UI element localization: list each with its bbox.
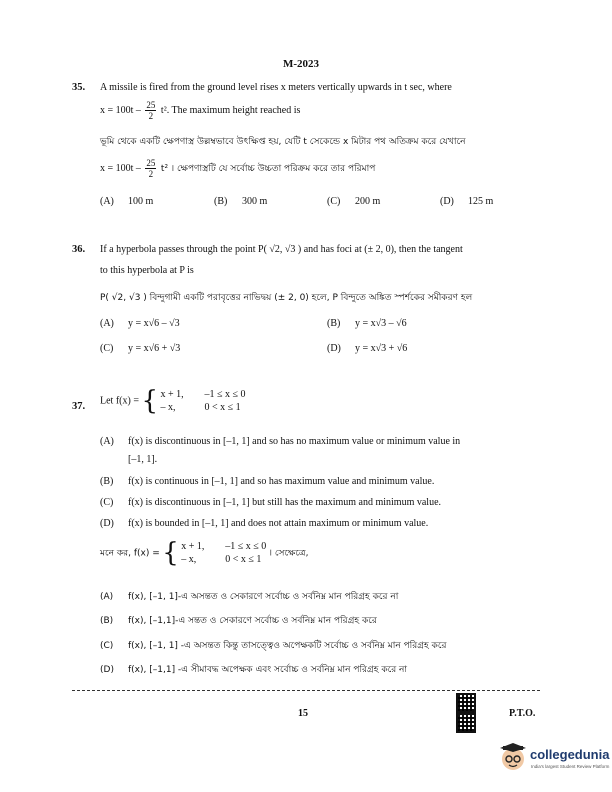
equation-rhs-bengali: t² । ক্ষেপণাস্ত্রটি যে সর্বোচ্চ উচ্চতা পরিক্রম করে তার পরিমাপ bbox=[160, 163, 376, 174]
brand-tagline: India's largest Student Review Platform bbox=[531, 764, 610, 769]
option-text: 125 m bbox=[468, 196, 494, 207]
equation-line bbox=[100, 100, 300, 121]
option-label: (B) bbox=[100, 476, 114, 487]
option-label: (D) bbox=[100, 518, 114, 529]
bengali-text: ভূমি থেকে একটি ক্ষেপণাস্ত্র উল্লম্বভাবে উৎক্ষিপ্ত হয়, যেটি t সেকেন্ডে x মিটার পথ অতিক্রম করে যেখানে bbox=[100, 137, 466, 147]
footer-divider bbox=[72, 690, 540, 691]
let-text-bengali: মনে কর, f(x) = bbox=[100, 548, 160, 559]
option-label: (A) bbox=[100, 592, 114, 602]
option-b[interactable] bbox=[214, 196, 267, 207]
option-label: (A) bbox=[100, 318, 114, 329]
option-text: y = x√3 + √6 bbox=[355, 343, 408, 354]
fraction bbox=[145, 158, 156, 179]
option-text: y = x√3 – √6 bbox=[355, 318, 407, 329]
question-text: A missile is fired from the ground level rises x meters vertically upwards in t sec, where bbox=[100, 82, 452, 93]
option-label: (A) bbox=[100, 196, 114, 207]
option-c[interactable] bbox=[100, 497, 441, 508]
option-label: (B) bbox=[214, 196, 228, 207]
option-text: f(x), [–1,1]-এ সন্তত ও সেকারণে সর্বোচ্চ ও সর্বনিম্ন মান পরিগ্রহ করে bbox=[128, 616, 377, 626]
option-label: (C) bbox=[327, 196, 341, 207]
option-label: (C) bbox=[100, 641, 114, 651]
question-text: If a hyperbola passes through the point P( √2, √3 ) and has foci at (± 2, 0), then the tangent bbox=[100, 244, 463, 255]
piecewise-cases bbox=[161, 388, 246, 414]
equation-rhs: t². The maximum height reached is bbox=[160, 104, 301, 116]
mascot-icon bbox=[498, 743, 528, 773]
question-number: 36. bbox=[72, 244, 86, 255]
page-number: 15 bbox=[298, 708, 308, 719]
option-text: 100 m bbox=[128, 196, 154, 207]
option-b[interactable] bbox=[100, 476, 434, 487]
brand-name: collegedunia bbox=[530, 747, 610, 762]
piecewise-definition bbox=[100, 388, 246, 414]
option-d[interactable] bbox=[100, 518, 428, 529]
option-text: 200 m bbox=[355, 196, 381, 207]
option-label: (C) bbox=[100, 497, 114, 508]
option-a[interactable] bbox=[100, 196, 153, 207]
option-text: y = x√6 + √3 bbox=[128, 343, 181, 354]
equation-lhs: x = 100t – bbox=[100, 104, 141, 116]
option-label: (D) bbox=[100, 665, 114, 675]
option-label: (C) bbox=[100, 343, 114, 354]
option-label: (D) bbox=[327, 343, 341, 354]
option-a[interactable] bbox=[100, 436, 460, 447]
qr-code-icon bbox=[456, 693, 476, 713]
option-d[interactable] bbox=[440, 196, 493, 207]
question-text-cont: to this hyperbola at P is bbox=[100, 265, 194, 276]
fraction-denominator: 2 bbox=[148, 111, 154, 121]
equation-lhs: x = 100t – bbox=[100, 162, 141, 174]
option-text: f(x) is discontinuous in [–1, 1] but still has the maximum and minimum value. bbox=[128, 497, 442, 508]
option-text: f(x), [–1,1] -এ সীমাবদ্ধ অপেক্ষক এবং সর্বোচ্চ ও সর্বনিম্ন মান পরিগ্রহ করে না bbox=[128, 665, 408, 675]
exam-code: M-2023 bbox=[283, 58, 320, 70]
case-1: x + 1, –1 ≤ x ≤ 0 bbox=[181, 541, 267, 552]
case-2: – x, 0 < x ≤ 1 bbox=[181, 554, 262, 565]
option-text: f(x), [–1, 1]-এ অসন্তত ও সেকারণে সর্বোচ্চ ও সর্বনিম্ন মান পরিগ্রহ করে না bbox=[128, 592, 399, 602]
fraction-numerator: 25 bbox=[146, 158, 156, 168]
equation-line-bengali bbox=[100, 158, 375, 179]
option-text: f(x) is discontinuous in [–1, 1] and so has no maximum value or minimum value in bbox=[128, 436, 461, 447]
pto-text: P.T.O. bbox=[509, 708, 536, 719]
option-text: 300 m bbox=[242, 196, 268, 207]
brand-logo bbox=[498, 743, 528, 776]
fraction-numerator: 25 bbox=[146, 100, 156, 110]
option-label: (A) bbox=[100, 436, 114, 447]
option-text: f(x), [–1, 1] -এ অসন্তত কিন্তু তাসত্ত্বেও অপেক্ষকটি সর্বোচ্চ ও সর্বনিম্ন মান পরিগ্রহ করে bbox=[128, 641, 447, 651]
bengali-option-a[interactable] bbox=[100, 589, 398, 604]
case-2: – x, 0 < x ≤ 1 bbox=[160, 402, 241, 413]
brace-icon: { bbox=[162, 538, 179, 568]
bengali-option-b[interactable] bbox=[100, 613, 377, 628]
bengali-option-d[interactable] bbox=[100, 662, 407, 677]
brace-icon: { bbox=[141, 386, 159, 416]
piecewise-cases bbox=[181, 540, 266, 566]
option-text: f(x) is bounded in [–1, 1] and does not attain maximum or minimum value. bbox=[128, 518, 429, 529]
question-number: 35. bbox=[72, 82, 86, 93]
let-text: Let f(x) = bbox=[100, 395, 139, 407]
option-b[interactable] bbox=[327, 318, 407, 329]
option-a[interactable] bbox=[100, 318, 180, 329]
option-c[interactable] bbox=[100, 343, 180, 354]
option-label: (D) bbox=[440, 196, 454, 207]
qr-code-icon bbox=[456, 713, 476, 733]
bengali-option-c[interactable] bbox=[100, 638, 446, 653]
option-c[interactable] bbox=[327, 196, 380, 207]
case-1: x + 1, –1 ≤ x ≤ 0 bbox=[160, 389, 246, 400]
fraction-denominator: 2 bbox=[148, 169, 154, 179]
question-number: 37. bbox=[72, 401, 86, 412]
bengali-text: P( √2, √3 ) বিন্দুগামী একটি পরাবৃত্তের নাভিদ্বয় (± 2, 0) হলে, P বিন্দুতে অঙ্কিত স্পর্শকের সমীকরণ হল bbox=[100, 293, 473, 303]
option-text: y = x√6 – √3 bbox=[128, 318, 180, 329]
option-a-cont: [–1, 1]. bbox=[128, 454, 158, 465]
bengali-suffix: । সেক্ষেত্রে, bbox=[268, 548, 309, 559]
option-label: (B) bbox=[327, 318, 341, 329]
option-label: (B) bbox=[100, 616, 114, 626]
option-text: f(x) is continuous in [–1, 1] and so has maximum value and minimum value. bbox=[128, 476, 435, 487]
fraction bbox=[145, 100, 156, 121]
piecewise-definition-bengali bbox=[100, 540, 308, 566]
option-d[interactable] bbox=[327, 343, 407, 354]
